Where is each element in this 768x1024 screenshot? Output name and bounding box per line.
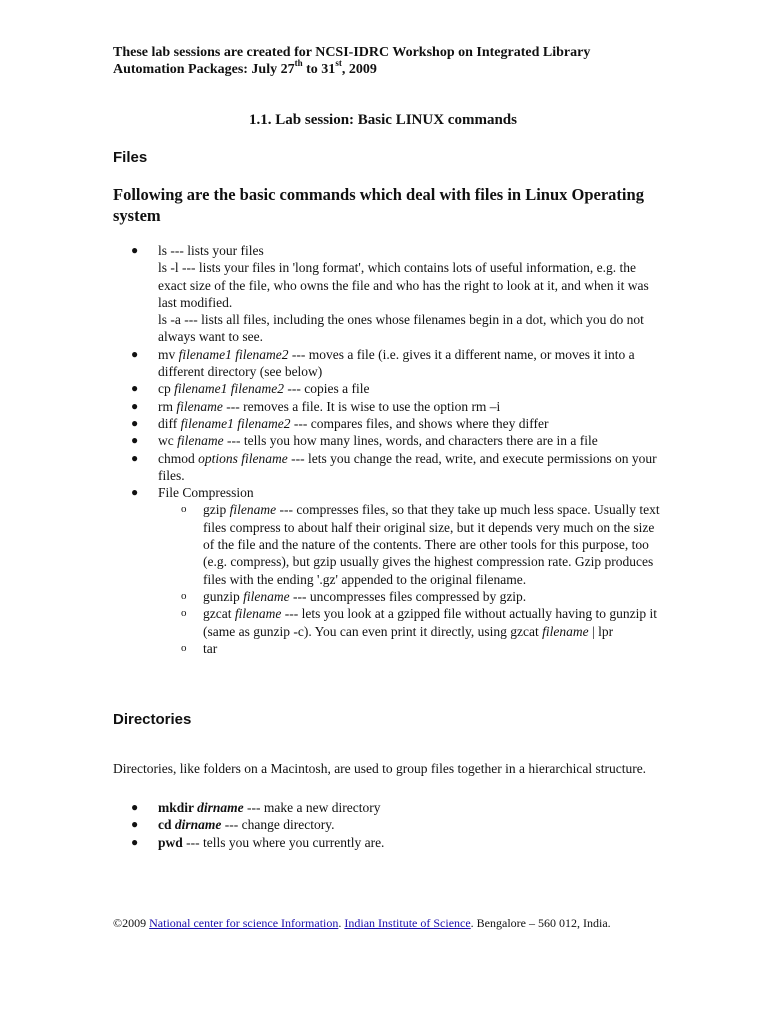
diff-desc: --- compares files, and shows where they differ xyxy=(290,415,549,431)
list-item-pwd xyxy=(113,834,663,851)
circle-bullet-icon: o xyxy=(181,503,187,516)
circle-bullet-icon: o xyxy=(181,589,187,602)
header-line-2a: Automation Packages: July 27 xyxy=(113,62,295,77)
files-heading: Files xyxy=(113,149,148,166)
list-item-cp xyxy=(113,380,663,397)
list-item-mv xyxy=(113,346,663,381)
header-line-2c: , 2009 xyxy=(341,62,377,77)
chmod-desc: --- lets you change the read, write, and execute permissions on your files. xyxy=(158,450,657,483)
workshop-header xyxy=(113,44,663,78)
circle-bullet-icon: o xyxy=(181,641,187,654)
diff-args: filename1 filename2 xyxy=(180,415,291,431)
gzcat-desc: --- lets you look at a gzipped file without actually having to gunzip it (same as gunzip -c). You can even print it directly, using gzcat xyxy=(203,606,658,639)
sublist-item-gzip xyxy=(158,501,663,587)
cp-args: filename1 filename2 xyxy=(174,381,284,397)
mv-desc: --- moves a file (i.e. gives it a different name, or moves it into a different directory (see below) xyxy=(158,346,635,380)
gzip-command: gzip xyxy=(203,502,230,518)
mkdir-args: dirname xyxy=(197,800,244,815)
gzcat-tail: | lpr xyxy=(588,623,614,639)
bullet-icon: ● xyxy=(131,450,139,465)
wc-args: filename xyxy=(177,433,224,449)
mv-args: filename1 filename2 xyxy=(178,346,289,362)
gzcat-args: filename xyxy=(234,606,282,622)
wc-command: wc xyxy=(158,433,178,449)
page-title: 1.1. Lab session: Basic LINUX commands xyxy=(249,112,517,128)
sublist-item-gunzip xyxy=(158,588,663,605)
ncsi-link[interactable]: National center for science Information xyxy=(149,916,339,930)
list-item-compression xyxy=(113,484,663,657)
sublist-item-gzcat xyxy=(158,605,663,640)
header-line-2b: to 31 xyxy=(302,62,336,77)
chmod-command: chmod xyxy=(158,450,199,466)
cd-args: dirname xyxy=(174,817,222,833)
files-intro-heading: Following are the basic commands which deal with files in Linux Operating system xyxy=(113,185,644,225)
pwd-desc: --- tells you where you currently are. xyxy=(182,834,385,850)
bullet-icon: ● xyxy=(131,243,139,257)
gzcat-command: gzcat xyxy=(203,606,235,622)
circle-bullet-icon: o xyxy=(181,607,187,620)
footer-address: . Bengalore – 560 012, India. xyxy=(470,916,611,930)
rm-command: rm xyxy=(158,398,177,414)
tar-text: tar xyxy=(203,640,218,656)
gzip-desc: --- compresses files, so that they take up much less space. Usually text files compress to about half their original size, but it depends very much on the size of the file and the nature of the contents. There are other tools for this purpose, too (e.g. compress), but gzip usually gives the highest compression rate. Gzip produces files with the ending '.gz' appended to the original filename. xyxy=(203,502,660,587)
footer-copyright: ©2009 xyxy=(113,916,150,930)
ls-text: ls --- lists your files xyxy=(158,243,264,258)
diff-command: diff xyxy=(158,415,181,431)
list-item-chmod xyxy=(113,450,663,485)
directory-commands-list xyxy=(113,799,663,851)
gunzip-command: gunzip xyxy=(203,588,244,604)
list-item-mkdir xyxy=(113,799,663,816)
file-commands-list xyxy=(113,242,663,657)
bullet-icon: ● xyxy=(131,381,139,396)
footer-separator: . xyxy=(338,916,345,930)
bullet-icon: ● xyxy=(131,817,139,832)
list-item-rm xyxy=(113,398,663,415)
ls-a-text: ls -a --- lists all files, including the ones whose filenames begin in a dot, which you do not always want to see. xyxy=(158,312,644,345)
list-item-cd xyxy=(113,816,663,833)
cd-desc: --- change directory. xyxy=(221,817,335,833)
bullet-icon: ● xyxy=(131,800,139,814)
bullet-icon: ● xyxy=(131,834,139,849)
bullet-icon: ● xyxy=(131,433,139,448)
mkdir-desc: --- make a new directory xyxy=(243,800,381,815)
rm-args: filename xyxy=(176,398,223,414)
header-sup-th: th xyxy=(294,58,303,69)
iisc-link[interactable]: Indian Institute of Science xyxy=(344,916,471,930)
compression-sublist xyxy=(158,501,663,657)
header-line-1: These lab sessions are created for NCSI-IDRC Workshop on Integrated Library xyxy=(113,45,591,60)
gunzip-args: filename xyxy=(243,588,290,604)
list-item-ls xyxy=(113,242,663,346)
directories-intro: Directories, like folders on a Macintosh, are used to group files together in a hierarchical structure. xyxy=(113,760,647,776)
cd-command: cd xyxy=(158,817,175,833)
list-item-wc xyxy=(113,432,663,449)
gunzip-desc: --- uncompresses files compressed by gzip. xyxy=(289,588,527,604)
bullet-icon: ● xyxy=(131,485,139,500)
gzip-args: filename xyxy=(229,502,277,518)
cp-desc: --- copies a file xyxy=(283,381,370,397)
mv-command: mv xyxy=(158,346,179,362)
chmod-args: options filename xyxy=(198,450,288,466)
directories-heading: Directories xyxy=(113,711,192,728)
sublist-item-tar xyxy=(158,640,663,657)
gzcat-args-2: filename xyxy=(542,623,589,639)
page-footer xyxy=(113,916,611,931)
bullet-icon: ● xyxy=(131,398,139,413)
list-item-diff xyxy=(113,415,663,432)
mkdir-command: mkdir xyxy=(158,800,198,815)
pwd-command: pwd xyxy=(158,834,183,850)
wc-desc: --- tells you how many lines, words, and characters there are in a file xyxy=(223,433,598,449)
rm-desc: --- removes a file. It is wise to use the option rm –i xyxy=(222,398,501,414)
cp-command: cp xyxy=(158,381,175,397)
document-page xyxy=(113,44,663,850)
compression-label: File Compression xyxy=(158,485,254,501)
ls-l-text: ls -l --- lists your files in 'long format', which contains lots of useful information, e.g. the exact size of the file, who owns the file and who has the right to look at it, and when it was last modified. xyxy=(158,260,649,310)
bullet-icon: ● xyxy=(131,346,139,361)
header-sup-st: st xyxy=(335,58,342,69)
bullet-icon: ● xyxy=(131,415,139,430)
